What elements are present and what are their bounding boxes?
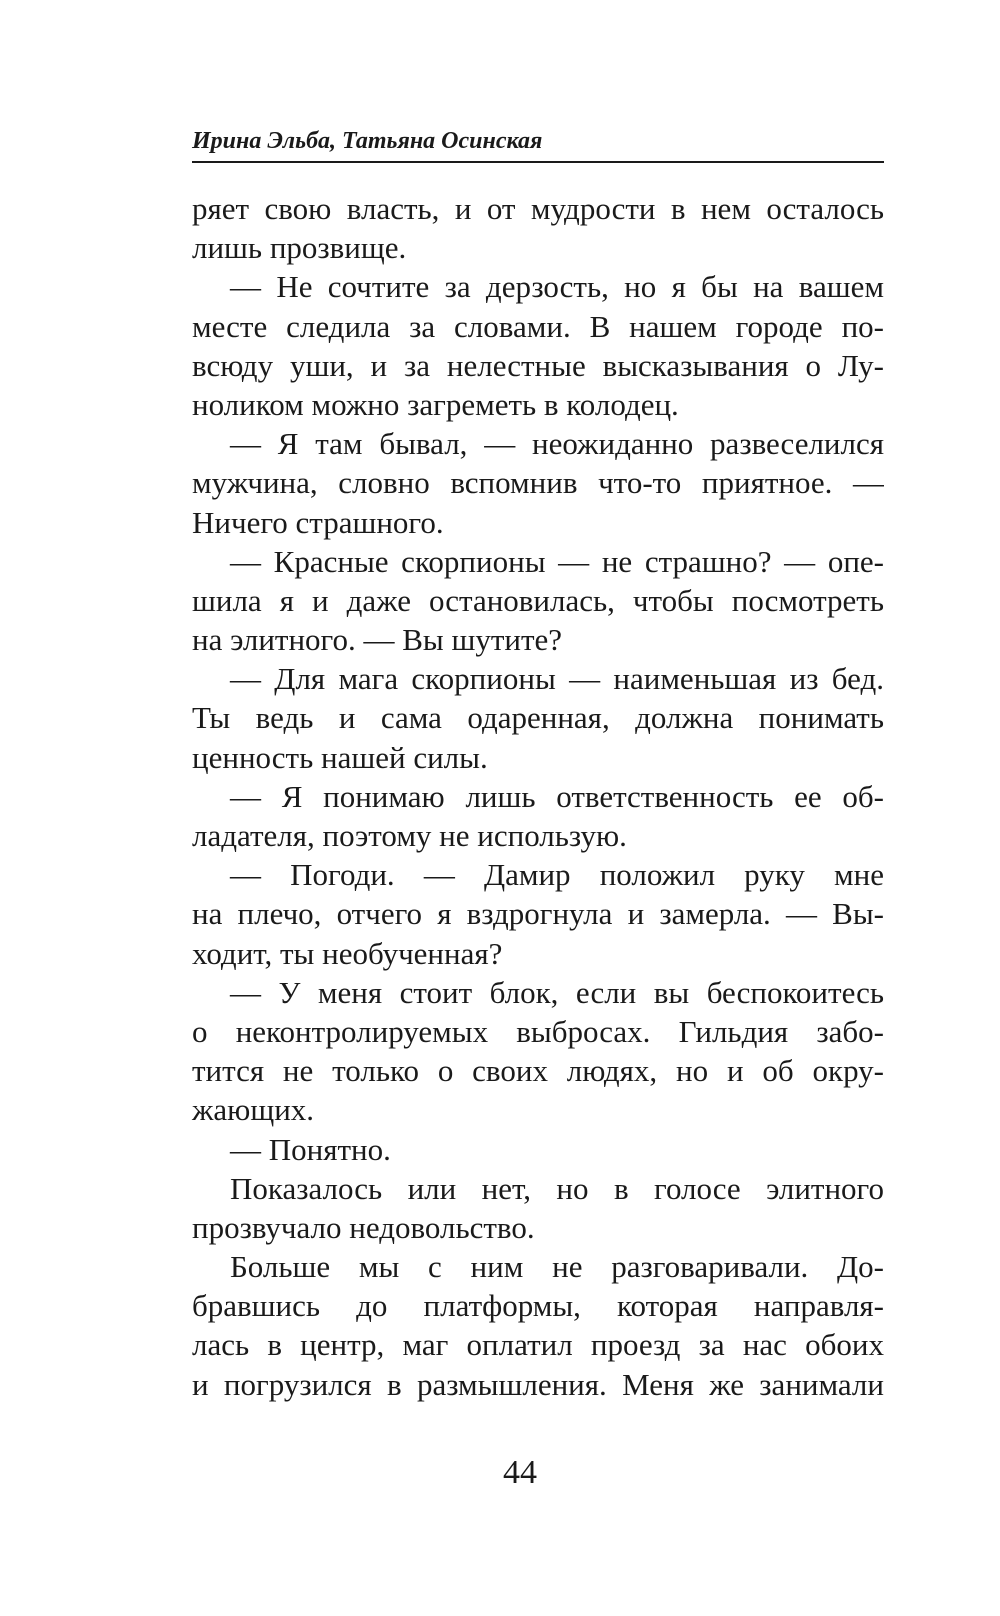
- running-head-title: Ирина Эльба, Татьяна Осинская: [192, 128, 543, 154]
- page-number: 44: [503, 1454, 537, 1491]
- text-line: Показалось или нет, но в голосе элитного: [230, 1170, 884, 1206]
- text-line: ноликом можно загреметь в колодец.: [192, 386, 679, 422]
- text-line: — У меня стоит блок, если вы беспокоитесь: [230, 974, 884, 1010]
- text-line: ценность нашей силы.: [192, 739, 488, 775]
- text-line: о неконтролируемых выбросах. Гильдия забо-: [192, 1013, 884, 1049]
- text-line: тится не только о своих людях, но и об окру-: [192, 1053, 884, 1089]
- text-line: — Погоди. — Дамир положил руку мне: [230, 857, 884, 893]
- text-line: месте следила за словами. В нашем городе по-: [192, 308, 884, 344]
- text-line: всюду уши, и за нелестные высказывания о Лу-: [192, 347, 884, 383]
- text-line: шила я и даже остановилась, чтобы посмотреть: [192, 582, 884, 618]
- text-line: лась в центр, маг оплатил проезд за нас обоих: [192, 1327, 884, 1363]
- text-line: ходит, ты необученная?: [192, 935, 503, 971]
- text-line: Больше мы с ним не разговаривали. До-: [230, 1249, 884, 1285]
- text-line: Ничего страшного.: [192, 504, 444, 540]
- text-line: — Я понимаю лишь ответственность ее об-: [230, 778, 884, 814]
- text-line: — Не сочтите за дерзость, но я бы на вашем: [230, 269, 884, 305]
- header-rule-divider: [192, 161, 884, 163]
- text-line: ряет свою власть, и от мудрости в нем осталось: [192, 191, 884, 226]
- text-line: — Понятно.: [230, 1131, 391, 1167]
- text-line: бравшись до платформы, которая направля-: [192, 1288, 884, 1324]
- text-line: и погрузился в размышления. Меня же занимали: [192, 1366, 884, 1402]
- text-line: — Я там бывал, — неожиданно развеселился: [230, 426, 884, 462]
- text-line: на плечо, отчего я вздрогнула и замерла. — Вы-: [192, 896, 884, 932]
- text-line: ладателя, поэтому не использую.: [192, 818, 627, 853]
- text-line: мужчина, словно вспомнив что-то приятное. —: [192, 465, 884, 501]
- text-line: — Красные скорпионы — не страшно? — опе-: [230, 543, 884, 579]
- text-line: жающих.: [192, 1092, 315, 1128]
- text-line: прозвучало недовольство.: [192, 1209, 535, 1245]
- text-line: на элитного. — Вы шутите?: [192, 622, 563, 658]
- text-line: лишь прозвище.: [192, 230, 407, 266]
- body-text: [192, 189, 884, 1404]
- text-line: Ты ведь и сама одаренная, должна понимать: [192, 700, 884, 736]
- text-line: — Для мага скорпионы — наименьшая из бед.: [230, 661, 884, 697]
